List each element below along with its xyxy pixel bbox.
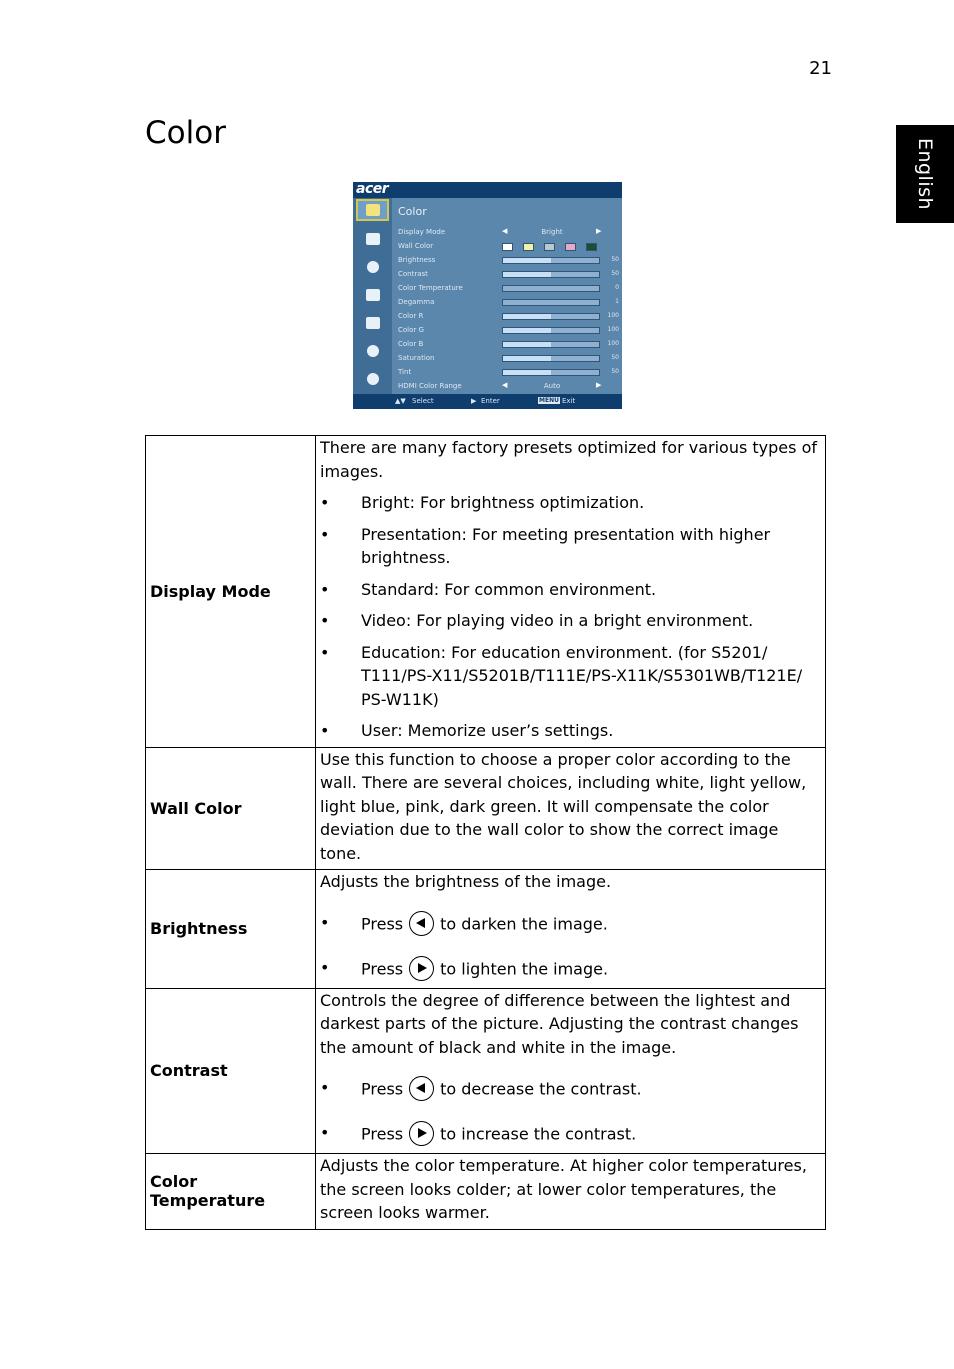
- audio-tab-icon: [356, 312, 389, 334]
- osd-row-label: Color Temperature: [398, 284, 463, 292]
- wall-color-off-icon: [502, 243, 513, 251]
- triangle-right-icon: ▶: [596, 381, 602, 389]
- osd-screenshot: [353, 182, 622, 409]
- osd-row-label: Degamma: [398, 298, 435, 306]
- slider-fill: [503, 314, 551, 319]
- wall-color-swatch: [586, 243, 597, 251]
- wall-color-swatch: [544, 243, 555, 251]
- list-item: • User: Memorize user’s settings.: [320, 719, 819, 743]
- osd-row-label: Display Mode: [398, 228, 446, 236]
- osd-header: [353, 182, 622, 198]
- action-text: to lighten the image.: [440, 959, 609, 978]
- osd-row-label: Color B: [398, 340, 424, 348]
- table-row: [146, 1154, 826, 1230]
- slider-bar: [502, 369, 600, 376]
- row-term: Contrast: [146, 988, 316, 1154]
- row-description: [316, 436, 826, 748]
- wall-color-swatch: [523, 243, 534, 251]
- row-term: Wall Color: [146, 747, 316, 870]
- settings-table: [145, 435, 826, 1230]
- slider-bar: [502, 299, 600, 306]
- osd-row-label: Wall Color: [398, 242, 434, 250]
- osd-row-value: 1: [615, 298, 619, 305]
- osd-row-label: HDMI Color Range: [398, 382, 462, 390]
- color-tab-icon: [356, 199, 389, 221]
- slider-bar: [502, 327, 600, 334]
- footer-enter: Enter: [481, 397, 500, 405]
- slider-fill: [503, 272, 551, 277]
- bullet-list: [320, 911, 819, 984]
- press-text: Press: [361, 959, 404, 978]
- osd-display-mode-row: [398, 226, 620, 240]
- osd-panel-title: Color: [398, 205, 427, 218]
- press-text: Press: [361, 1079, 404, 1099]
- osd-row-label: Color G: [398, 326, 424, 334]
- list-item: • Standard: For common environment.: [320, 578, 819, 602]
- slider-fill: [503, 258, 551, 263]
- slider-fill: [503, 370, 551, 375]
- footer-select: Select: [412, 397, 434, 405]
- language-tab-label: English: [914, 137, 937, 211]
- slider-fill: [503, 356, 551, 361]
- osd-slider-row: [398, 296, 620, 310]
- osd-row-value: Bright: [541, 228, 563, 236]
- row-term: Color Temperature: [146, 1154, 316, 1230]
- description-text: Controls the degree of difference between the lightest and darkest parts of the picture. Adjusting the contrast changes the amount of black and white in the image.: [320, 990, 799, 1057]
- osd-row-value: 50: [611, 256, 619, 263]
- list-item: • Presentation: For meeting presentation with higher brightness.: [320, 523, 819, 570]
- page-number: 21: [809, 58, 832, 79]
- action-text: to increase the contrast.: [440, 1124, 637, 1144]
- right-arrow-button-icon: [409, 956, 434, 981]
- row-term: Display Mode: [146, 436, 316, 748]
- osd-row-value: 0: [615, 284, 619, 291]
- row-description: [316, 1154, 826, 1230]
- osd-sidebar: [353, 198, 392, 394]
- up-down-arrows-icon: ▲▼: [395, 397, 406, 405]
- osd-row-label: Color R: [398, 312, 424, 320]
- wall-color-swatch: [565, 243, 576, 251]
- osd-slider-row: [398, 338, 620, 352]
- description-text: Adjusts the color temperature. At higher color temperatures, the screen looks colder; at lower color temperatures, the screen looks warmer.: [320, 1156, 807, 1222]
- osd-row-value: Auto: [543, 382, 561, 390]
- bullet-list: [320, 1076, 819, 1149]
- description-text: Adjusts the brightness of the image.: [320, 872, 612, 891]
- row-term: Brightness: [146, 870, 316, 989]
- list-item: • Education: For education environment. (for S5201/ T111/PS-X11/S5201B/T111E/PS-X11K/S5301WB/T121E/ PS-W11K): [320, 641, 819, 712]
- osd-row-label: Brightness: [398, 256, 436, 264]
- list-item: • Video: For playing video in a bright environment.: [320, 609, 819, 633]
- osd-slider-row: [398, 324, 620, 338]
- list-item: • Bright: For brightness optimization.: [320, 491, 819, 515]
- slider-fill: [503, 328, 551, 333]
- triangle-left-icon: ◀: [502, 381, 508, 389]
- table-row: [146, 747, 826, 870]
- list-item: [320, 911, 819, 939]
- settings-tab-icon: [356, 256, 389, 278]
- triangle-right-icon: ▶: [596, 227, 602, 235]
- osd-footer: [353, 394, 622, 409]
- action-text: to decrease the contrast.: [440, 1079, 642, 1099]
- list-item: [320, 1076, 819, 1104]
- osd-wall-color-row: [398, 240, 620, 254]
- list-item: [320, 956, 819, 984]
- osd-hdmi-range-row: [398, 380, 620, 394]
- osd-slider-row: [398, 282, 620, 296]
- right-arrow-button-icon: [409, 1121, 434, 1146]
- osd-row-value: 50: [611, 368, 619, 375]
- language-tab: [896, 125, 954, 223]
- description-text: There are many factory presets optimized for various types of images.: [320, 438, 817, 481]
- table-row: [146, 870, 826, 989]
- table-row: [146, 988, 826, 1154]
- language-tab-icon: [356, 368, 389, 390]
- osd-row-label: Contrast: [398, 270, 428, 278]
- triangle-right-icon: ▶: [471, 397, 477, 405]
- left-arrow-button-icon: [409, 911, 434, 936]
- slider-bar: [502, 355, 600, 362]
- row-description: [316, 747, 826, 870]
- description-text: Use this function to choose a proper color according to the wall. There are several choices, including white, light yellow, light blue, pink, dark green. It will compensate the color deviation due to the wall color to show the correct image tone.: [320, 749, 807, 863]
- osd-row-value: 100: [607, 312, 619, 319]
- press-text: Press: [361, 914, 404, 933]
- slider-bar: [502, 313, 600, 320]
- osd-row-value: 50: [611, 270, 619, 277]
- osd-slider-row: [398, 310, 620, 324]
- menu-key-icon: MENU: [539, 397, 559, 404]
- slider-bar: [502, 271, 600, 278]
- osd-row-value: 100: [607, 340, 619, 347]
- press-text: Press: [361, 1124, 404, 1144]
- footer-exit: Exit: [562, 397, 576, 405]
- table-row: [146, 436, 826, 748]
- image-tab-icon: [356, 228, 389, 250]
- bullet-list: [320, 491, 819, 743]
- action-text: to darken the image.: [440, 914, 608, 933]
- slider-bar: [502, 257, 600, 264]
- slider-fill: [503, 342, 551, 347]
- osd-row-value: 50: [611, 354, 619, 361]
- row-description: [316, 988, 826, 1154]
- left-arrow-button-icon: [409, 1076, 434, 1101]
- triangle-left-icon: ◀: [502, 227, 508, 235]
- slider-bar: [502, 341, 600, 348]
- osd-row-value: 100: [607, 326, 619, 333]
- page-title: Color: [145, 115, 226, 151]
- osd-slider-row: [398, 268, 620, 282]
- osd-row-label: Saturation: [398, 354, 435, 362]
- osd-row-label: Tint: [398, 368, 412, 376]
- list-item: [320, 1121, 819, 1149]
- slider-bar: [502, 285, 600, 292]
- timer-tab-icon: [356, 340, 389, 362]
- acer-logo: acer: [356, 182, 389, 197]
- management-tab-icon: [356, 284, 389, 306]
- osd-slider-row: [398, 366, 620, 380]
- osd-slider-row: [398, 254, 620, 268]
- osd-slider-row: [398, 352, 620, 366]
- row-description: [316, 870, 826, 989]
